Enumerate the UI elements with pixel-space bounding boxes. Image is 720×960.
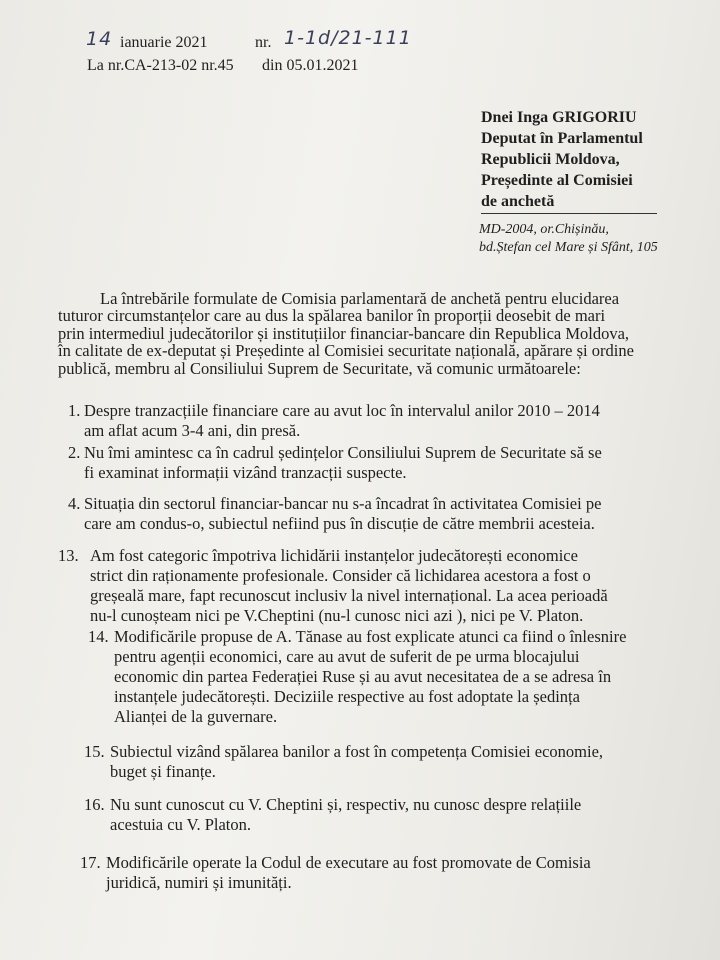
item-number: 4.: [68, 494, 81, 513]
list-item: [84, 742, 700, 782]
list-item: [80, 853, 696, 893]
item-line: instanțele judecătorești. Deciziile respective au fost adoptate la ședința: [114, 687, 580, 706]
list-item: [58, 546, 680, 626]
item-line: pentru agenții economici, care au avut de suferit de pe urma blocajului: [114, 647, 580, 666]
item-line: greșeală mare, fapt recunoscut inclusiv la nivel internațional. La acea perioadă: [90, 586, 608, 605]
addressee-divider: [481, 213, 657, 214]
intro-line: în calitate de ex-deputat și Președinte al Comisiei securitate națională, apărare și ordine: [58, 341, 634, 360]
item-number: 15.: [84, 742, 105, 761]
item-line: Situația din sectorul financiar-bancar nu s-a încadrat în activitatea Comisiei pe: [84, 494, 602, 513]
nr-label: nr.: [255, 34, 272, 51]
item-line: Alianței de la guvernare.: [114, 707, 278, 726]
handwritten-number: 1-1d/21-111: [284, 27, 412, 49]
item-line: juridică, numiri și imunități.: [106, 873, 292, 892]
list-item: [68, 401, 674, 441]
list-item: [88, 627, 704, 727]
address-line: MD-2004, or.Chișinău,: [479, 222, 609, 237]
item-line: buget și finanțe.: [110, 762, 216, 781]
item-line: strict din raționamente profesionale. Consider că lichidarea acestora a fost o: [90, 566, 591, 585]
item-line: Nu sunt cunoscut cu V. Cheptini și, respectiv, nu cunosc despre relațiile: [110, 795, 582, 814]
item-line: Subiectul vizând spălarea banilor a fost în competența Comisiei economie,: [110, 742, 604, 761]
handwritten-day: 14: [86, 28, 113, 50]
item-line: acestuia cu V. Platon.: [110, 815, 251, 834]
item-number: 17.: [80, 853, 101, 872]
list-item: [68, 443, 674, 483]
list-item: [68, 494, 674, 534]
item-line: Am fost categoric împotriva lichidării instanțelor judecătorești economice: [90, 546, 578, 565]
item-line: am aflat acum 3-4 ani, din presă.: [84, 421, 301, 440]
item-number: 1.: [68, 401, 81, 420]
item-number: 2.: [68, 443, 81, 462]
item-line: Nu îmi amintesc ca în cadrul ședințelor Consiliului Suprem de Securitate să se: [84, 443, 602, 462]
reference-date: din 05.01.2021: [262, 57, 359, 74]
addressee-line: Dnei Inga GRIGORIU: [481, 109, 637, 126]
item-line: Modificările operate la Codul de executare au fost promovate de Comisia: [106, 853, 591, 872]
address-line: bd.Ștefan cel Mare și Sfânt, 105: [479, 240, 658, 255]
addressee-line: Deputat în Parlamentul: [481, 130, 643, 147]
intro-line: tuturor circumstanțelor care au dus la spălarea banilor în proporții deosebit de mari: [58, 306, 606, 325]
item-line: Modificările propuse de A. Tănase au fost explicate atunci ca fiind o înlesnire: [114, 627, 627, 646]
list-item: [84, 795, 700, 835]
item-line: economic din partea Federației Ruse și au avut necesitatea de a se adresa în: [114, 667, 612, 686]
addressee-line: Republicii Moldova,: [481, 151, 620, 168]
item-line: care am condus-o, subiectul nefiind pus în discuție de către membrii acesteia.: [84, 514, 595, 533]
addressee-line: Președinte al Comisiei: [481, 172, 633, 189]
addressee-line: de anchetă: [481, 193, 555, 210]
item-number: 16.: [84, 795, 105, 814]
item-line: nu-l cunoșteam nici pe V.Cheptini (nu-l cunosc nici azi ), nici pe V. Platon.: [90, 606, 584, 625]
intro-line: La întrebările formulate de Comisia parlamentară de anchetă pentru elucidarea: [100, 289, 620, 308]
intro-line: publică, membru al Consiliului Suprem de Securitate, vă comunic următoarele:: [58, 359, 581, 378]
item-line: Despre tranzacțiile financiare care au avut loc în intervalul anilor 2010 – 2014: [84, 401, 600, 420]
item-number: 14.: [88, 627, 109, 646]
reference-line: La nr.CA-213-02 nr.45: [87, 57, 234, 74]
item-line: fi examinat informații vizând tranzacții suspecte.: [84, 463, 407, 482]
intro-line: prin intermediul judecătorilor și instituțiilor financiar-bancare din Republica Moldova,: [58, 324, 630, 343]
item-number: 13.: [58, 546, 79, 565]
date-text: ianuarie 2021: [120, 34, 208, 51]
